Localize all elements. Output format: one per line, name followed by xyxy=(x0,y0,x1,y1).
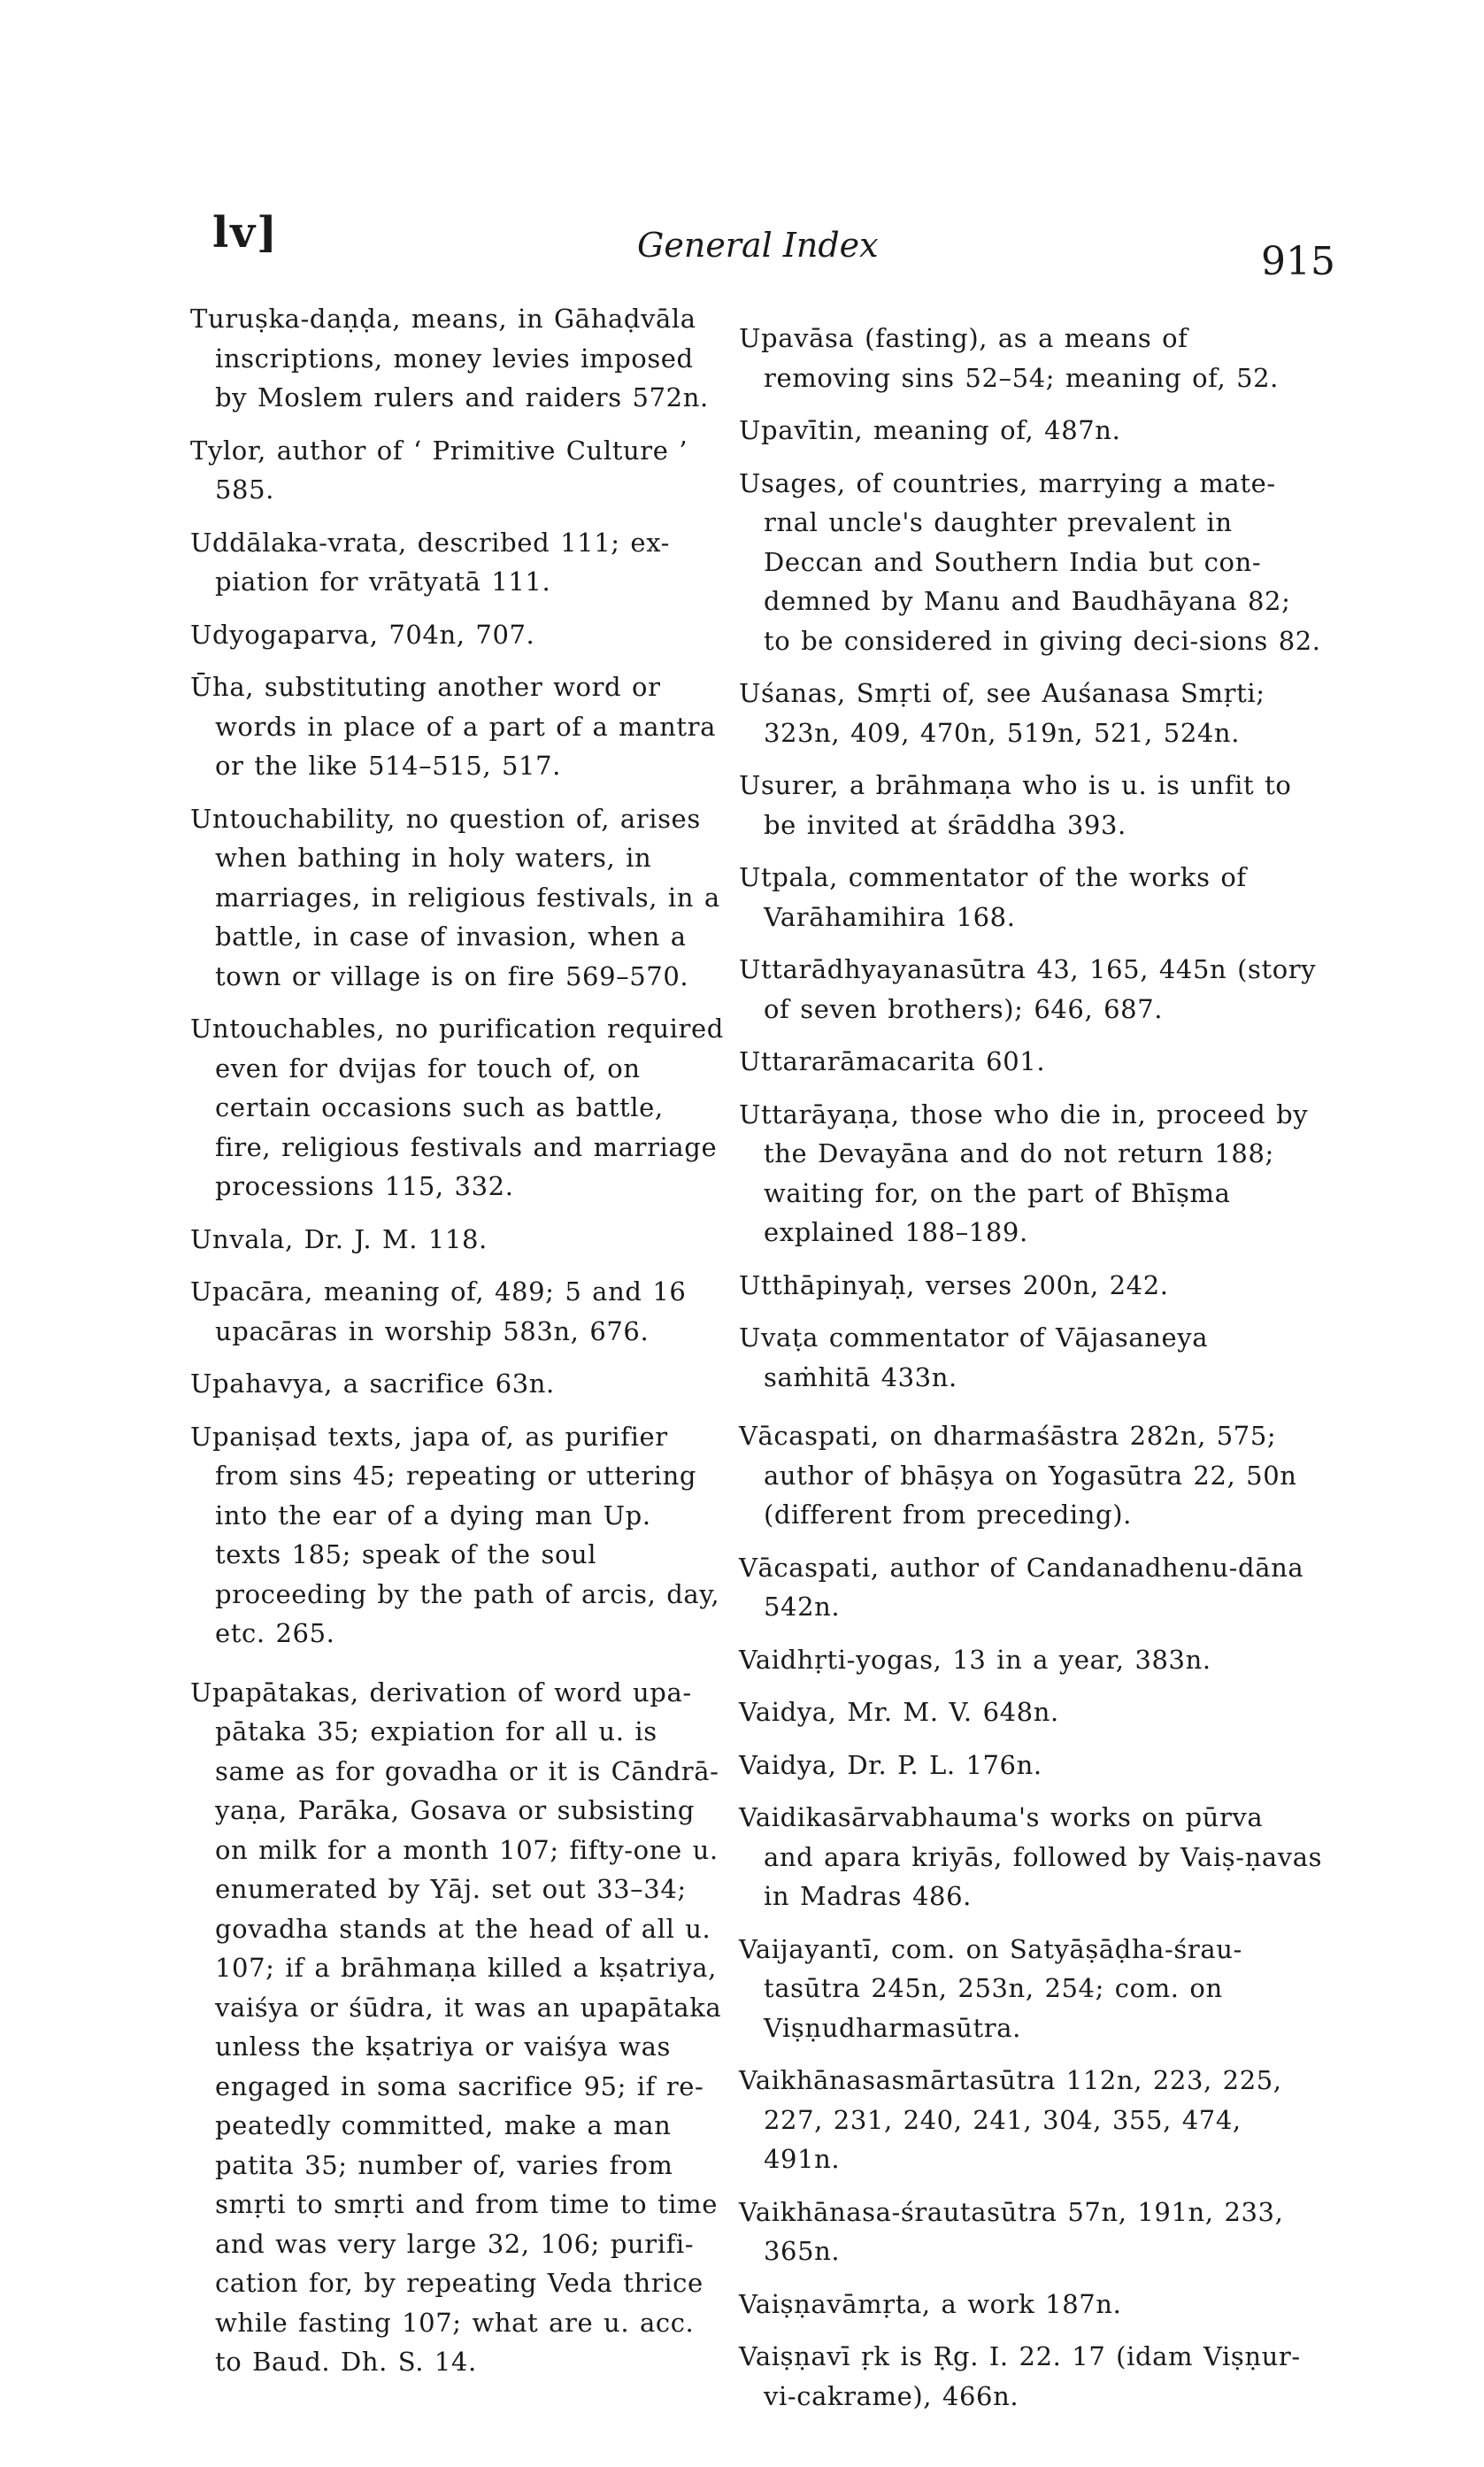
section-marker: lv] xyxy=(212,208,279,258)
left-column xyxy=(190,299,726,2395)
index-entry: Vaikhānasa-śrautasūtra 57n, 191n, 233, 365n. xyxy=(739,2196,1284,2266)
index-entry: Upavītin, meaning of, 487n. xyxy=(739,415,1121,445)
index-entry: Uddālaka-vrata, described 111; ex-piation for vrātyatā 111. xyxy=(190,527,671,597)
running-title: General Index xyxy=(637,226,879,265)
index-entry: Untouchables, no purification required even for dvijas for touch of, on certain occasions such as battle, fire, religious festivals and marriage processions 115, 332. xyxy=(190,1014,724,1201)
index-entry: Usurer, a brāhmaṇa who is u. is unfit to be invited at śrāddha 393. xyxy=(739,770,1292,840)
index-entry: Vaikhānasasmārtasūtra 112n, 223, 225, 227, 231, 240, 241, 304, 355, 474, 491n. xyxy=(739,2065,1282,2174)
index-entry: Uttarāyaṇa, those who die in, proceed by the Devayāna and do not return 188; waiting for, on the part of Bhīṣma explained 188–189. xyxy=(739,1099,1309,1247)
index-entry: Usages, of countries, marrying a mate-rnal uncle's daughter prevalent in Deccan and Southern India but con-demned by Manu and Baudhāyana 82; to be considered in giving deci-sions 82. xyxy=(739,467,1321,656)
index-entry: Uvaṭa commentator of Vājasaneya saṁhitā 433n. xyxy=(739,1322,1209,1392)
index-entry: Upahavya, a sacrifice 63n. xyxy=(190,1368,555,1399)
index-entry: Uśanas, Smṛti of, see Auśanasa Smṛti; 323n, 409, 470n, 519n, 521, 524n. xyxy=(739,678,1265,748)
index-entry: Tylor, author of ‘ Primitive Culture ’ 585. xyxy=(190,435,688,505)
index-entry: Vaijayantī, com. on Satyāṣāḍha-śrau-tasūtra 245n, 253n, 254; com. on Viṣṇudharmasūtra. xyxy=(739,1933,1242,2043)
index-entry: Udyogaparva, 704n, 707. xyxy=(190,619,535,650)
page-number: 915 xyxy=(1261,239,1335,284)
index-entry: Vaiṣṇavāmṛta, a work 187n. xyxy=(739,2288,1122,2319)
index-entry: Unvala, Dr. J. M. 118. xyxy=(190,1223,488,1254)
index-entry: Vaidhṛti-yogas, 13 in a year, 383n. xyxy=(739,1644,1211,1675)
index-entry: Vaidikasārvabhauma's works on pūrva and apara kriyās, followed by Vaiṣ-ṇavas in Madras 486. xyxy=(739,1802,1323,1911)
index-entry: Upapātakas, derivation of word upa-pātaka 35; expiation for all u. is same as for govadha or it is Cāndrā-yaṇa, Parāka, Gosava or subsisting on milk for a month 107; fifty-one u. enumerated by Yāj. set out 33–34; govadha stands at the head of all u. 107; if a brāhmaṇa killed a kṣatriya, vaiśya or śūdra, it was an upapātaka unless the kṣatriya or vaiśya was engaged in soma sacrifice 95; if re-peatedly committed, make a man patita 35; number of, varies from smṛti to smṛti and from time to time and was very large 32, 106; purifi-cation for, by repeating Veda thrice while fasting 107; what are u. acc. to Baud. Dh. S. 14. xyxy=(190,1677,722,2377)
index-entry: Uttarādhyayanasūtra 43, 165, 445n (story of seven brothers); 646, 687. xyxy=(739,954,1317,1024)
index-entry: Vācaspati, on dharmaśāstra 282n, 575; author of bhāṣya on Yogasūtra 22, 50n (different from preceding). xyxy=(739,1421,1297,1530)
index-entry: Uttararāmacarita 601. xyxy=(739,1046,1046,1076)
index-entry: Upacāra, meaning of, 489; 5 and 16 upacāras in worship 583n, 676. xyxy=(190,1276,687,1346)
index-entry: Turuṣka-daṇḍa, means, in Gāhaḍvāla inscriptions, money levies imposed by Moslem rulers and raiders 572n. xyxy=(190,304,709,412)
index-entry: Upavāsa (fasting), as a means of removing sins 52–54; meaning of, 52. xyxy=(739,323,1280,393)
right-column xyxy=(739,319,1323,2429)
index-entry: Untouchability, no question of, arises when bathing in holy waters, in marriages, in religious festivals, in a battle, in case of invasion, when a town or village is on fire 569–570. xyxy=(190,803,720,991)
index-entry: Vaiṣṇavī ṛk is Ṛg. I. 22. 17 (idam Viṣṇur-vi-cakrame), 466n. xyxy=(739,2341,1301,2411)
index-entry: Utpala, commentator of the works of Varāhamihira 168. xyxy=(739,862,1247,932)
index-entry: Upaniṣad texts, japa of, as purifier from sins 45; repeating or uttering into the ear of a dying man Up. texts 185; speak of the soul proceeding by the path of arcis, day, etc. 265. xyxy=(190,1421,720,1648)
index-entry: Utthāpinyaḥ, verses 200n, 242. xyxy=(739,1269,1169,1300)
index-entry: Vaidya, Mr. M. V. 648n. xyxy=(739,1697,1059,1727)
index-entry: Ūha, substituting another word or words in place of a part of a mantra or the like 514–515, 517. xyxy=(190,672,717,781)
index-entry: Vaidya, Dr. P. L. 176n. xyxy=(739,1749,1042,1780)
index-entry: Vācaspati, author of Candanadhenu-dāna 542n. xyxy=(739,1552,1304,1622)
